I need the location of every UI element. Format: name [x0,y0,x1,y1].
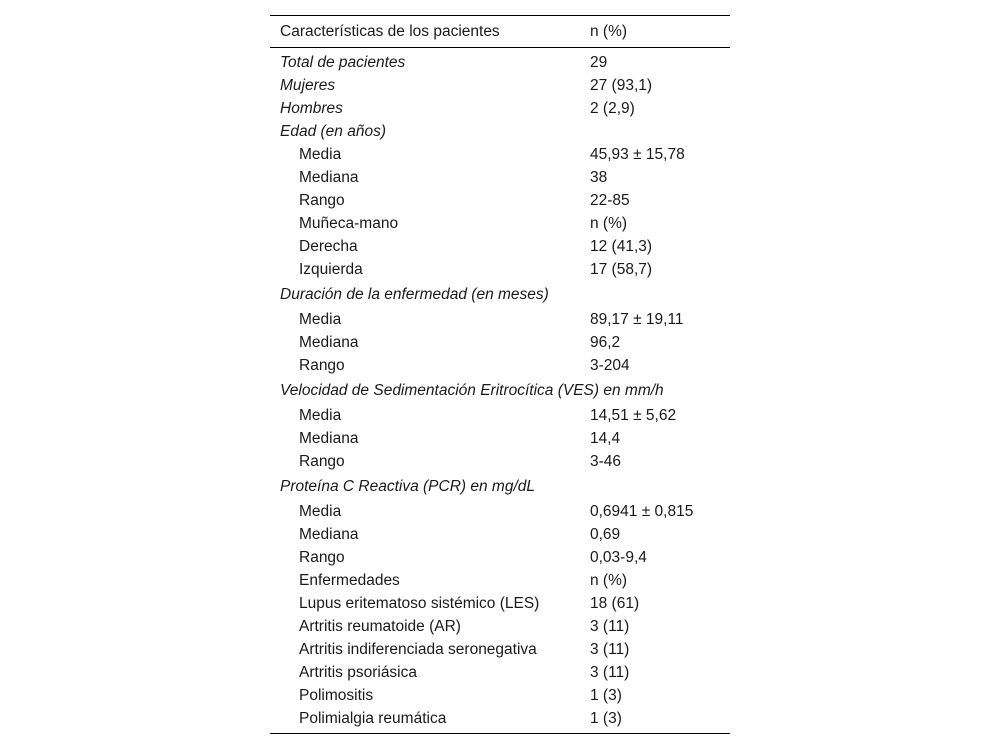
row-value [580,473,730,498]
row-value: 0,03-9,4 [590,548,647,566]
row-label: Rango [299,548,345,566]
table-row [270,684,730,707]
row-value: 14,4 [590,429,621,447]
row-value: 0,69 [590,525,621,543]
table-row [270,48,730,75]
patient-characteristics-table-container [270,15,730,734]
row-label: Rango [299,452,345,470]
table-row [270,498,730,523]
row-value: 3 (11) [590,663,630,681]
row-label: Media [299,310,342,328]
row-value: 2 (2,9) [590,99,635,117]
table-row [270,569,730,592]
row-label: Mediana [299,333,359,351]
row-label: Mujeres [280,76,336,94]
row-value: 22-85 [590,191,630,209]
row-value: 96,2 [590,333,621,351]
table-row [270,661,730,684]
table-row [270,235,730,258]
table-row [270,473,730,498]
row-value [580,120,730,143]
table-header [270,16,730,48]
table-row [270,546,730,569]
row-label: Polimositis [299,686,374,704]
row-label: Rango [299,191,345,209]
row-label: Mediana [299,168,359,186]
row-label: Velocidad de Sedimentación Eritrocítica (VES) en mm/h [280,381,664,399]
row-value: 1 (3) [580,707,730,734]
row-value: 1 (3) [590,686,622,704]
row-value: 89,17 ± 19,11 [590,310,684,328]
row-value: 3 (11) [590,617,630,635]
table-row [270,143,730,166]
row-label: Izquierda [299,260,363,278]
row-value: 18 (61) [590,594,640,612]
header-characteristics: Características de los pacientes [270,16,580,48]
table-row [270,120,730,143]
row-label: Edad (en años) [280,122,386,140]
row-value: 14,51 ± 5,62 [590,406,677,424]
row-label: Media [299,406,342,424]
table-row [270,306,730,331]
table-row [270,638,730,661]
table-row [270,427,730,450]
row-label: Artritis indiferenciada seronegativa [299,640,537,658]
row-label: Rango [299,356,345,374]
row-label: Total de pacientes [280,53,406,71]
table-row [270,189,730,212]
row-value [580,281,730,306]
table-row [270,615,730,638]
row-label: Media [299,502,342,520]
row-label: Artritis psoriásica [299,663,417,681]
row-label: Mediana [299,525,359,543]
row-label: Artritis reumatoide (AR) [299,617,461,635]
row-value: 17 (58,7) [590,260,653,278]
row-label: Muñeca-mano [299,214,399,232]
header-row [270,16,730,48]
row-value: 3-46 [590,452,622,470]
table-row [270,402,730,427]
row-label: Media [299,145,342,163]
row-value: 3-204 [590,356,630,374]
row-value: 29 [590,53,608,71]
row-label: Proteína C Reactiva (PCR) en mg/dL [280,477,535,495]
row-label: Derecha [299,237,358,255]
table-row [270,354,730,377]
row-value: 3 (11) [590,640,630,658]
table-row [270,258,730,281]
table-row [270,281,730,306]
row-value: n (%) [590,571,628,589]
row-label: Mediana [299,429,359,447]
row-value: 38 [590,168,608,186]
row-label: Enfermedades [299,571,400,589]
header-n-percent: n (%) [580,16,730,48]
row-value: 12 (41,3) [590,237,653,255]
table-row [270,166,730,189]
row-value: 0,6941 ± 0,815 [590,502,694,520]
table-row [270,331,730,354]
table-row [270,523,730,546]
table-row [270,97,730,120]
patient-characteristics-table [270,15,730,734]
row-value: 27 (93,1) [590,76,653,94]
row-value: 45,93 ± 15,78 [590,145,685,163]
table-row [270,212,730,235]
row-label: Lupus eritematoso sistémico (LES) [299,594,540,612]
row-label: Polimialgia reumática [270,707,580,734]
table-row [270,450,730,473]
table-row [270,74,730,97]
row-label: Hombres [280,99,343,117]
table-row [270,592,730,615]
table-row [270,377,730,402]
table-body [270,48,730,734]
table-row [270,707,730,734]
row-value: n (%) [590,214,628,232]
row-label: Duración de la enfermedad (en meses) [280,285,549,303]
